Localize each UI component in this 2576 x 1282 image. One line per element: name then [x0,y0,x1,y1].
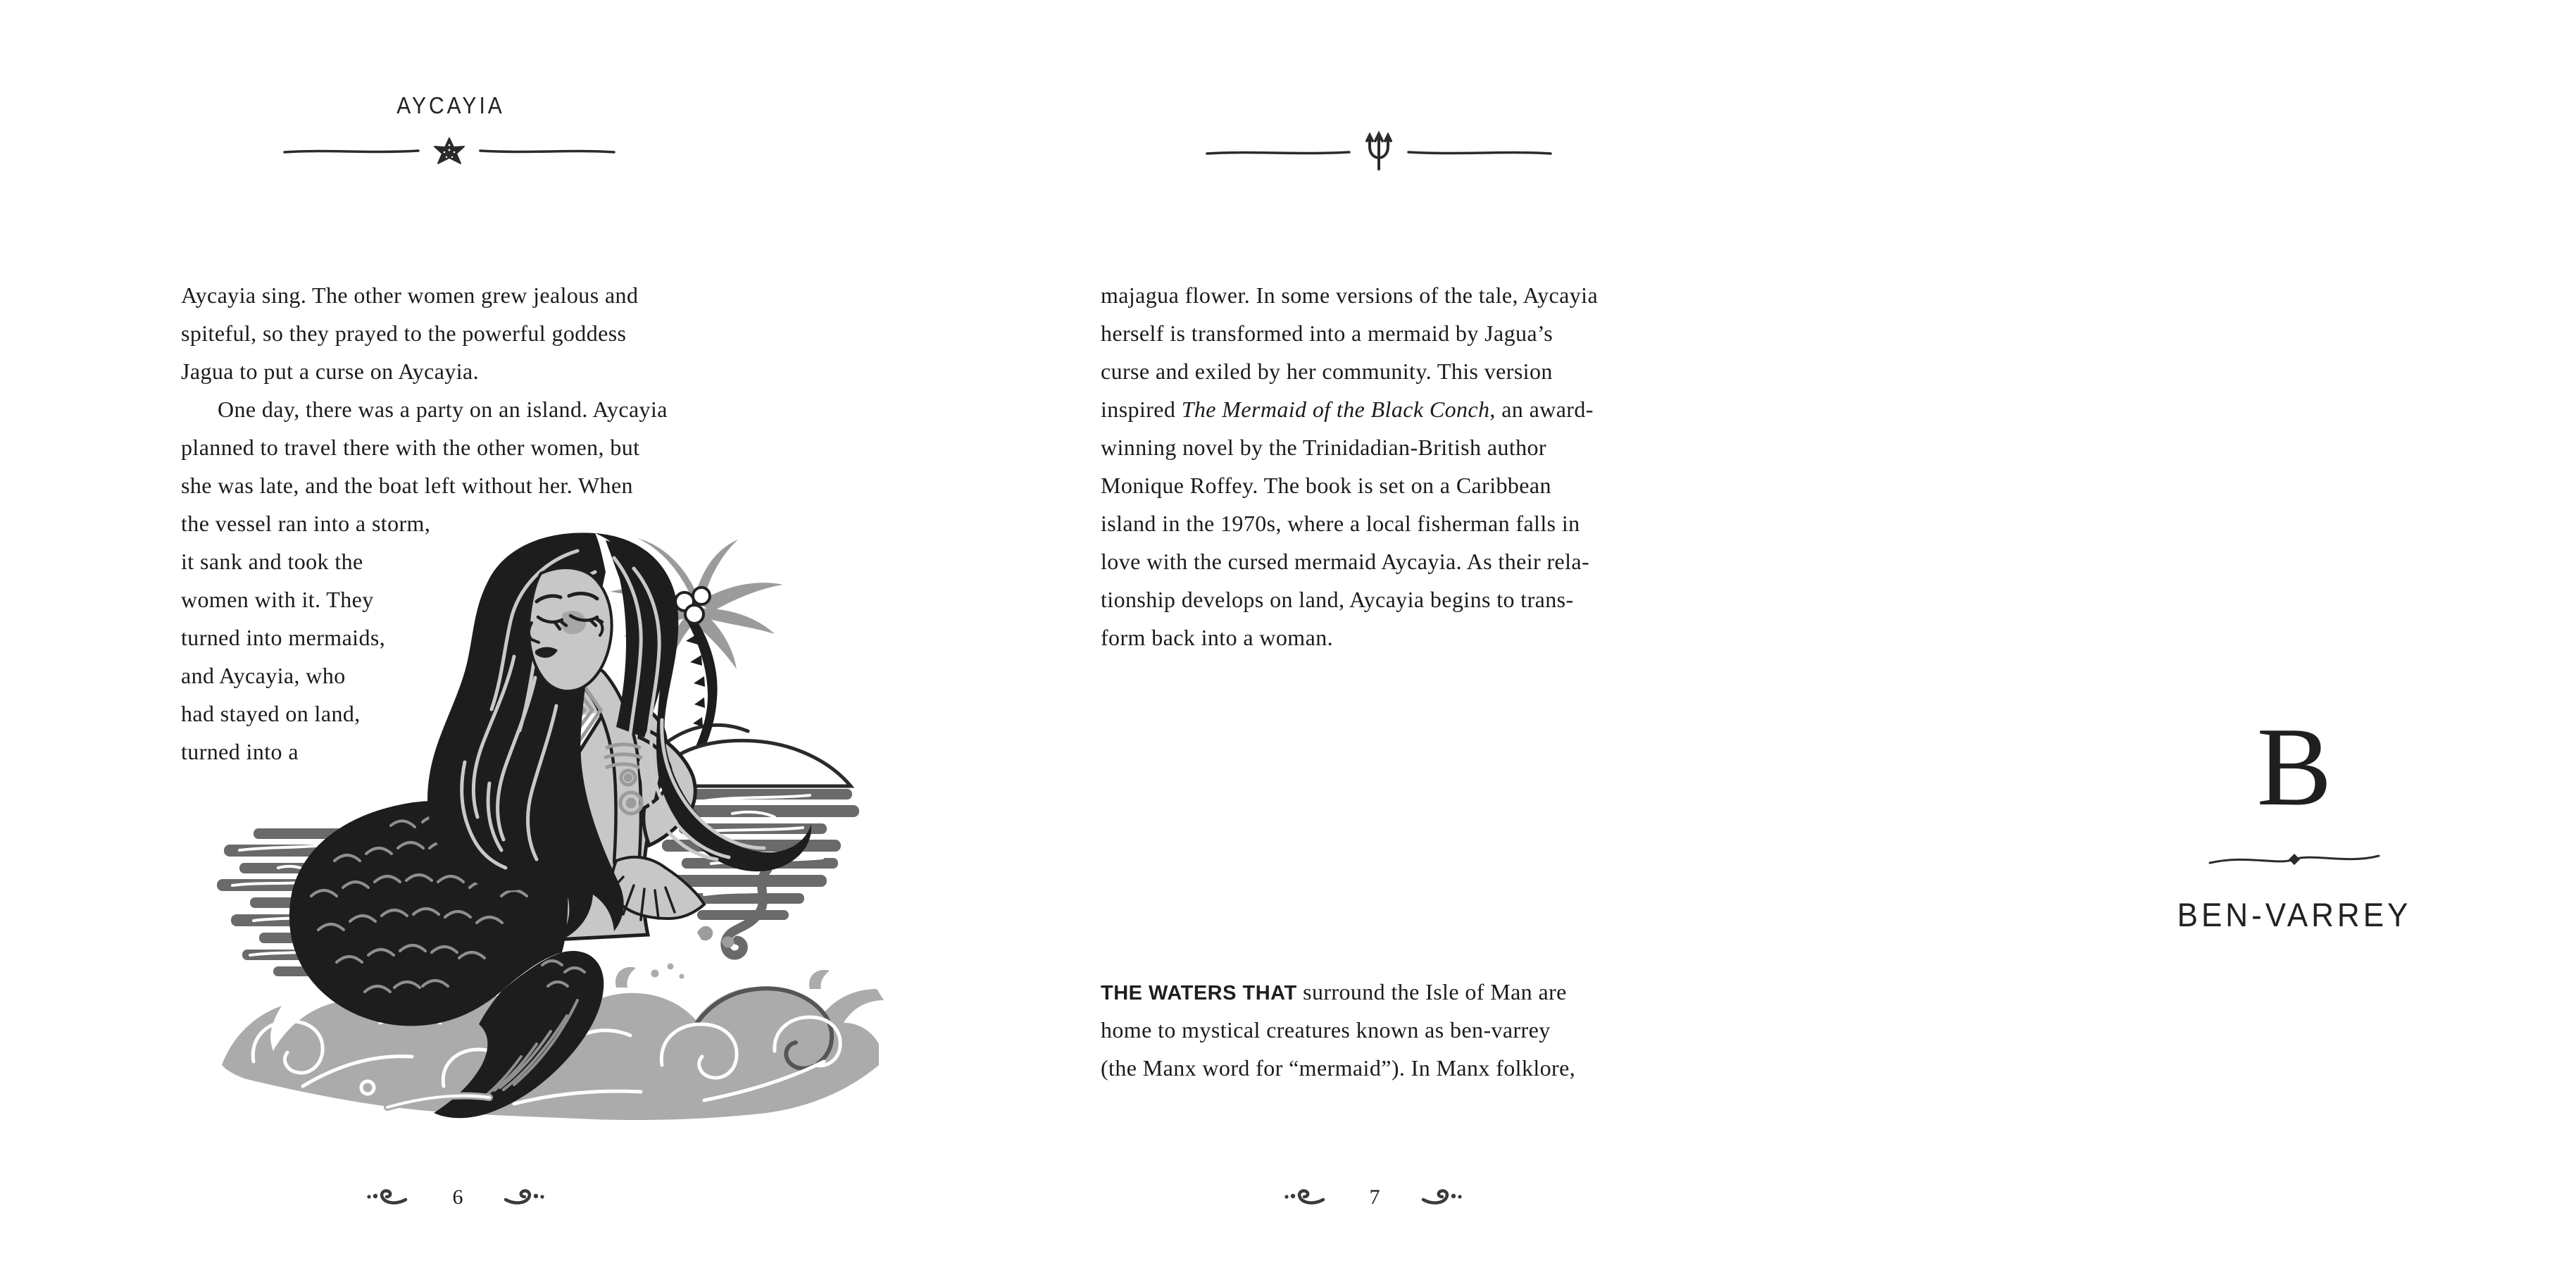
wave-ornament-right [501,1186,546,1207]
text-line: Aycayia sing. The other women grew jealous and [181,282,639,308]
text-line: form back into a woman. [1101,625,1333,650]
right-page [915,0,2412,1282]
wave-curl-icon [1299,1191,1323,1203]
text-line: winning novel by the Trinidadian-British author [1101,435,1546,460]
text-line: One day, there was a party on an island. Aycayia [218,397,668,422]
lead-in-caps: THE WATERS THAT [1101,982,1297,1004]
text-line: women with it. They [181,587,374,612]
page-number: 7 [1369,1185,1380,1209]
trident-divider [1203,131,1555,173]
text-line: and Aycayia, who [181,663,346,688]
text-line: the vessel ran into a storm, [181,511,431,536]
text-line: THE WATERS THAT surround the Isle of Man are [1101,979,1567,1004]
page-number: 6 [452,1185,463,1209]
section-heading: BEN-VARREY [2177,897,2412,934]
text-line: herself is transformed into a mermaid by Jagua’s [1101,320,1553,346]
text-line: it sank and took the [181,549,363,574]
text-line: had stayed on land, [181,701,361,726]
text-line: inspired The Mermaid of the Black Conch, an award- [1101,397,1594,422]
wave-curl-icon [1423,1191,1447,1203]
mermaid-illustration [211,530,894,1118]
chapter-title: AYCAYIA [396,93,505,119]
section-letter: B [2256,704,2332,829]
wave-ornament-left [365,1186,410,1207]
text-line: Monique Roffey. The book is set on a Caribbean [1101,473,1551,498]
text-line: (the Manx word for “mermaid”). In Manx folklore, [1101,1055,1576,1081]
text-line: she was late, and the boat left without her. When [181,473,633,498]
right-text-column-2 [1101,973,1689,1087]
text-line: tionship develops on land, Aycayia begins to trans- [1101,587,1574,612]
trident-icon [1367,134,1391,169]
wave-curl-icon [382,1191,406,1203]
wave-ornament-left [1282,1186,1327,1207]
section-flourish [2206,847,2382,871]
starfish-divider [280,137,618,168]
left-page [0,0,915,1282]
mermaid-face [529,568,612,691]
text-line: planned to travel there with the other women, but [181,435,640,460]
right-text-column [1101,276,1689,656]
text-line: curse and exiled by her community. This version [1101,359,1553,384]
text-line: home to mystical creatures known as ben-varrey [1101,1017,1551,1043]
text-line: love with the cursed mermaid Aycayia. As their rela- [1101,549,1590,574]
starfish-icon [434,138,464,163]
text-line: Jagua to put a curse on Aycayia. [181,359,480,384]
diamond-icon [2289,854,2300,865]
text-line: turned into a [181,739,299,764]
text-line: majagua flower. In some versions of the tale, Aycayia [1101,282,1599,308]
text-line: island in the 1970s, where a local fisherman falls in [1101,511,1580,536]
wave-ornament-right [1419,1186,1464,1207]
text-line: turned into mermaids, [181,625,386,650]
wave-curl-icon [506,1191,530,1203]
text-line: spiteful, so they prayed to the powerful goddess [181,320,627,346]
